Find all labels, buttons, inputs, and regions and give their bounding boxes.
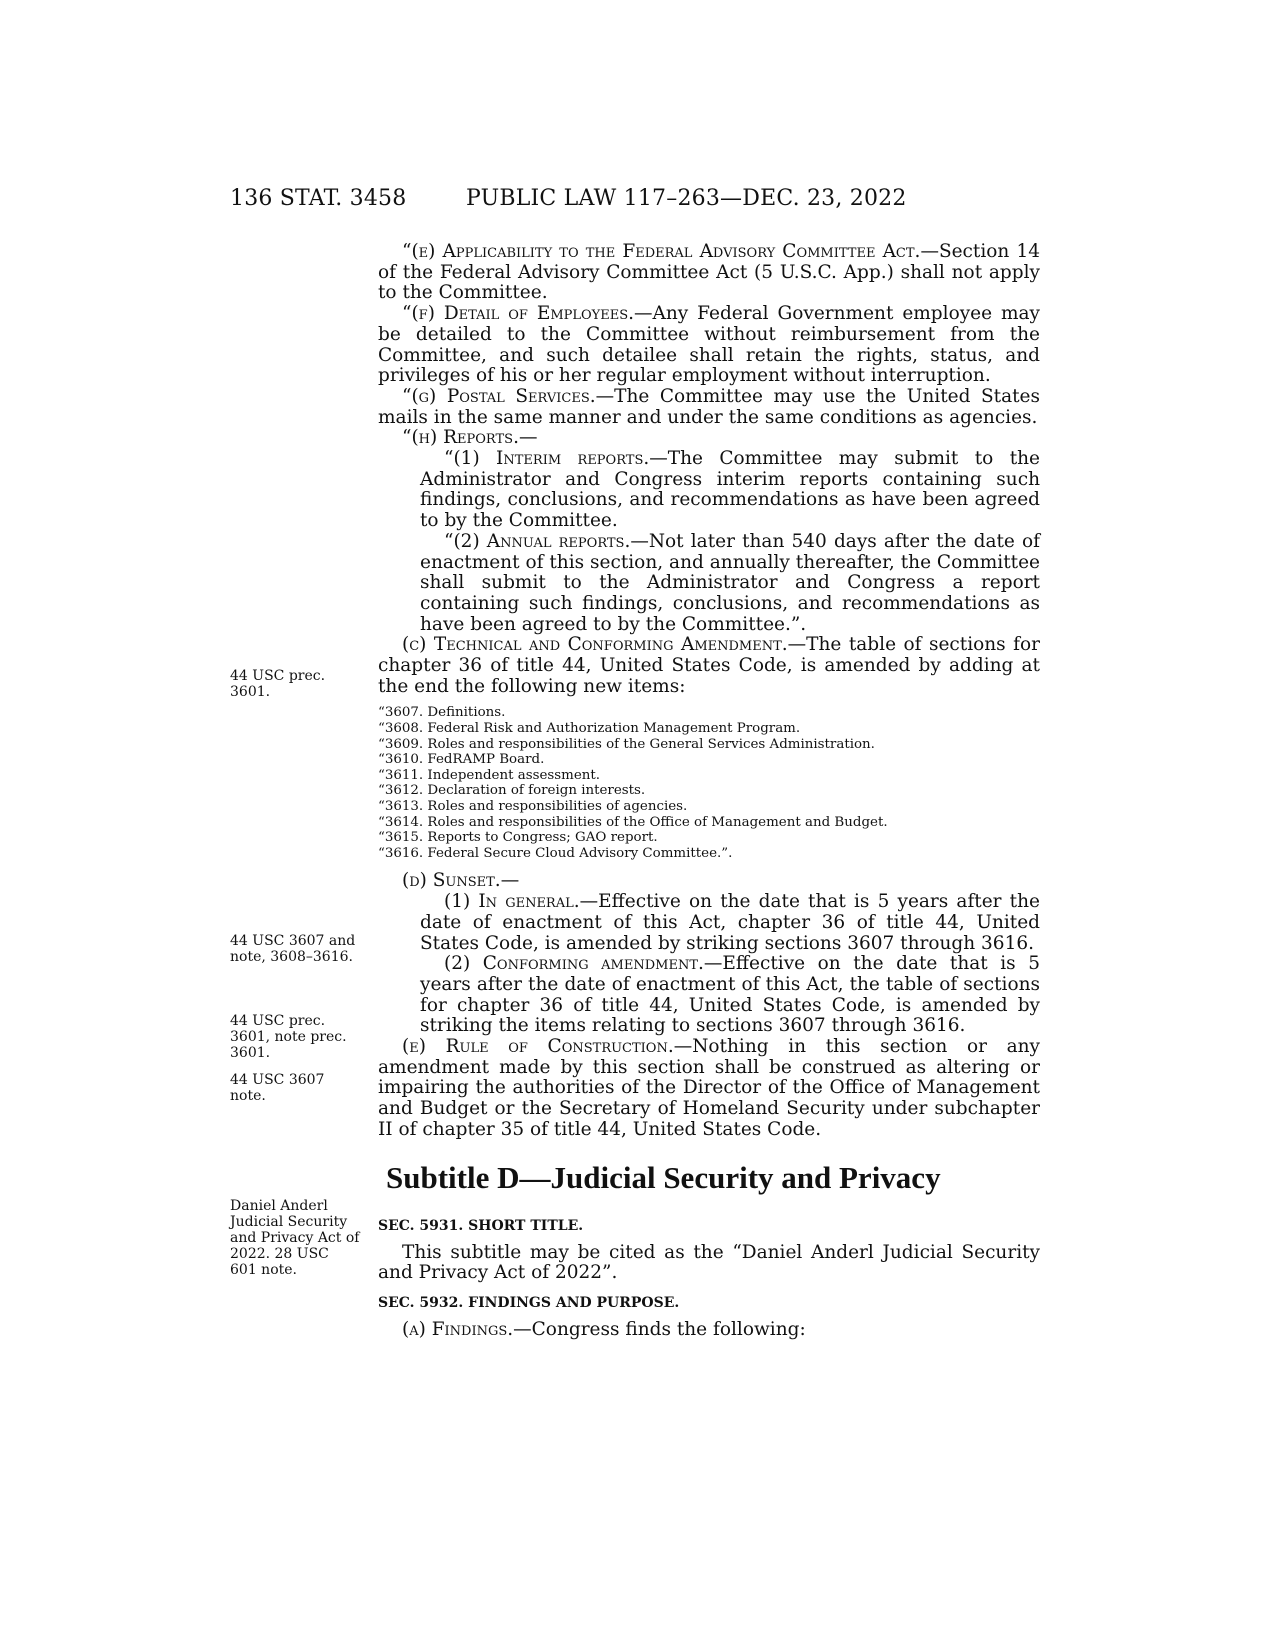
toc-item: “3610. FedRAMP Board. [378, 752, 545, 768]
paragraph-f: “(f) Detail of Employees.—Any Federal Government employee may be detailed to the Committee without reimbursement from the Committee, and such detailee shall retain the rights, status, and privileges of his or her regular employment without interruption. [378, 303, 1041, 387]
heading-h1: “(1) Interim reports. [444, 448, 650, 470]
toc-item: “3613. Roles and responsibilities of agencies. [378, 799, 688, 815]
paragraph-h2: “(2) Annual reports.—Not later than 540 days after the date of enactment of this section, and annually thereafter, the Committee shall submit to the Administrator and Congress a report containing such findings, conclusions, and recommendations as have been agreed to by the Committee.”. [420, 530, 1040, 635]
section-5932-title: SEC. 5932. FINDINGS AND PURPOSE. [378, 1294, 680, 1311]
heading-h: “(h) Reports.— [402, 427, 538, 449]
heading-d: (d) Sunset.— [402, 870, 520, 892]
section-5931-text: This subtitle may be cited as the “Daniel Anderl Judicial Security and Privacy Act of 2022”. [378, 1241, 1040, 1284]
subtitle-heading: Subtitle D—Judicial Security and Privacy [386, 1159, 941, 1195]
paragraph-g: “(g) Postal Services.—The Committee may use the United States mails in the same manner and under the same conditions as agencies. [378, 385, 1041, 428]
heading-c: (c) Technical and Conforming Amendment. [402, 634, 788, 656]
paragraph-c: (c) Technical and Conforming Amendment.—The table of sections for chapter 36 of title 44, United States Code, is amended by adding at the end the following new items: [378, 634, 1040, 697]
section-5931-title: SEC. 5931. SHORT TITLE. [378, 1217, 584, 1234]
margin-note-short-title: Daniel Anderl Judicial Security and Privacy Act of 2022. 28 USC 601 note. [230, 1198, 360, 1278]
toc-item: “3607. Definitions. [378, 705, 506, 721]
table-of-sections [378, 705, 1040, 861]
paragraph-e-rule: (e) Rule of Construction.—Nothing in this section or any amendment made by this section shall be construed as altering or impairing the authorities of the Director of the Office of Management and Budget or the Secretary of Homeland Security under subchapter II of chapter 35 of title 44, United States Code. [378, 1036, 1040, 1140]
paragraph-d1: (1) In general.—Effective on the date that is 5 years after the date of enactment of this Act, chapter 36 of title 44, United States Code, is amended by striking sections 3607 through 3616. [420, 891, 1040, 954]
margin-note-usc-prec-3601-note: 44 USC prec. 3601, note prec. 3601. [230, 1013, 347, 1061]
heading-f: “(f) Detail of Employees. [402, 303, 635, 325]
margin-note-usc-3607: 44 USC 3607 and note, 3608–3616. [230, 933, 356, 965]
margin-note-usc-3607-note: 44 USC 3607 note. [230, 1072, 325, 1104]
toc-item: “3612. Declaration of foreign interests. [378, 783, 646, 799]
heading-a-findings: (a) Findings. [402, 1318, 514, 1340]
heading-d1: (1) In general. [444, 891, 580, 913]
running-header: PUBLIC LAW 117–263—DEC. 23, 2022 [466, 186, 907, 211]
heading-d2: (2) Conforming amendment. [444, 953, 704, 975]
heading-g: “(g) Postal Services. [402, 385, 596, 407]
toc-item: “3616. Federal Secure Cloud Advisory Committee.”. [378, 845, 733, 861]
paragraph-a-findings: (a) Findings.—Congress finds the following: [402, 1318, 806, 1340]
toc-item: “3615. Reports to Congress; GAO report. [378, 830, 658, 846]
statute-page-number: 136 STAT. 3458 [230, 186, 407, 211]
paragraph-h1: “(1) Interim reports.—The Committee may submit to the Administrator and Congress interim reports containing such findings, conclusions, and recommendations as have been agreed to by the Committee. [420, 448, 1041, 532]
toc-item: “3611. Independent assessment. [378, 767, 601, 783]
heading-e: “(e) Applicability to the Federal Advisory Committee Act. [402, 241, 921, 262]
toc-item: “3609. Roles and responsibilities of the General Services Administration. [378, 736, 875, 752]
margin-note-usc-prec-3601: 44 USC prec. 3601. [230, 668, 326, 700]
toc-item: “3608. Federal Risk and Authorization Management Program. [378, 721, 801, 737]
paragraph-e: “(e) Applicability to the Federal Advisory Committee Act.—Section 14 of the Federal Advisory Committee Act (5 U.S.C. App.) shall not apply to the Committee. [378, 241, 1040, 304]
heading-e-rule: (e) Rule of Construction. [402, 1036, 674, 1058]
document-body [378, 242, 1040, 1341]
toc-item: “3614. Roles and responsibilities of the Office of Management and Budget. [378, 814, 888, 830]
paragraph-d2: (2) Conforming amendment.—Effective on the date that is 5 years after the date of enactment of this Act, the table of sections for chapter 36 of title 44, United States Code, is amended by striking the items relating to sections 3607 through 3616. [420, 953, 1041, 1037]
heading-h2: “(2) Annual reports. [444, 530, 631, 552]
